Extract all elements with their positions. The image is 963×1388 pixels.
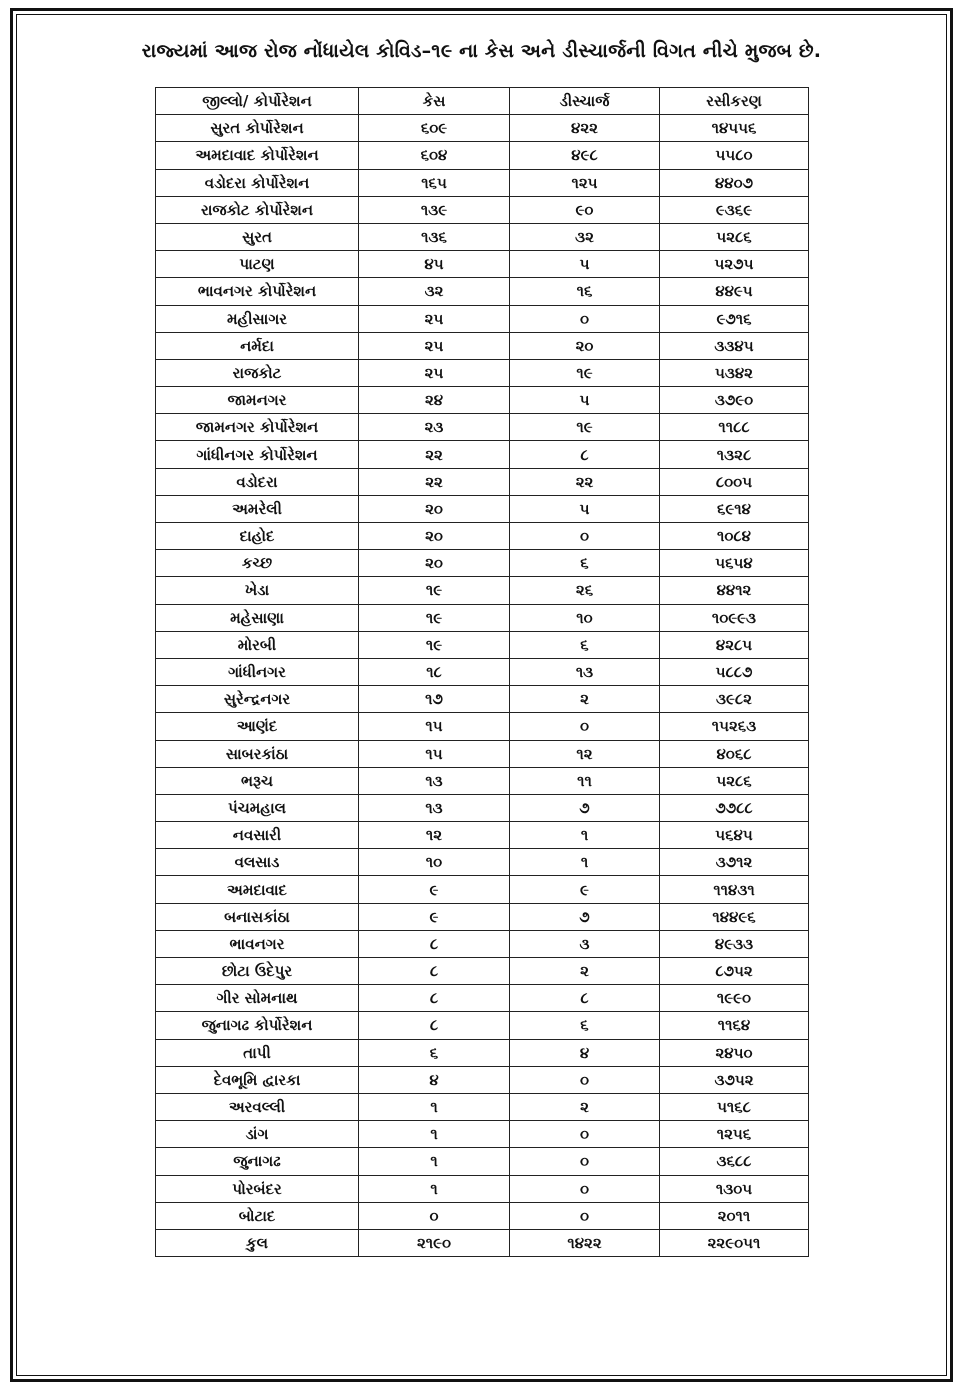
district-cell: છોટા ઉદેપુર	[156, 958, 359, 985]
vaccination-cell: ૪૪૦૭	[660, 169, 809, 196]
cases-cell: ૨૫	[359, 332, 510, 359]
cases-cell: ૯	[359, 876, 510, 903]
discharge-cell: ૮	[510, 441, 660, 468]
table-row	[156, 278, 809, 305]
vaccination-cell: ૧૧૮૮	[660, 414, 809, 441]
district-cell: પંચમહાલ	[156, 794, 359, 821]
discharge-cell: ૨	[510, 958, 660, 985]
district-cell: જુનાગઢ કોર્પોરેશન	[156, 1012, 359, 1039]
discharge-cell: ૦	[510, 1202, 660, 1229]
vaccination-cell: ૫૬૫૪	[660, 550, 809, 577]
district-cell: જુનાગઢ	[156, 1148, 359, 1175]
cases-cell: ૦	[359, 1202, 510, 1229]
table-row	[156, 958, 809, 985]
discharge-cell: ૦	[510, 1148, 660, 1175]
vaccination-cell: ૪૦૬૮	[660, 740, 809, 767]
table-row	[156, 142, 809, 169]
table-row	[156, 686, 809, 713]
cases-cell: ૨૦	[359, 495, 510, 522]
vaccination-cell: ૩૬૮૮	[660, 1148, 809, 1175]
vaccination-cell: ૮૭૫૨	[660, 958, 809, 985]
vaccination-cell: ૪૪૧૨	[660, 577, 809, 604]
district-cell: ગાંધીનગર	[156, 658, 359, 685]
cases-cell: ૯	[359, 903, 510, 930]
cases-cell: ૧	[359, 1121, 510, 1148]
discharge-cell: ૧૨	[510, 740, 660, 767]
cases-cell: ૧૩૬	[359, 223, 510, 250]
table-row	[156, 767, 809, 794]
discharge-cell: ૬	[510, 631, 660, 658]
district-cell: ગાંધીનગર કોર્પોરેશન	[156, 441, 359, 468]
table-row	[156, 604, 809, 631]
cases-cell: ૪૫	[359, 251, 510, 278]
table-row	[156, 1121, 809, 1148]
district-cell: અમદાવાદ	[156, 876, 359, 903]
vaccination-cell: ૧૩૨૮	[660, 441, 809, 468]
table-row	[156, 1093, 809, 1120]
discharge-cell: ૮	[510, 985, 660, 1012]
vaccination-cell: ૧૫૨૬૩	[660, 713, 809, 740]
table-row	[156, 332, 809, 359]
vaccination-cell: ૧૦૯૯૩	[660, 604, 809, 631]
cases-cell: ૨૨	[359, 441, 510, 468]
vaccination-cell: ૩૯૮૨	[660, 686, 809, 713]
district-cell: ખેડા	[156, 577, 359, 604]
cases-cell: ૬૦૪	[359, 142, 510, 169]
discharge-cell: ૫	[510, 387, 660, 414]
discharge-cell: ૦	[510, 1066, 660, 1093]
vaccination-cell: ૨૦૧૧	[660, 1202, 809, 1229]
district-cell: સુરત	[156, 223, 359, 250]
district-cell: પાટણ	[156, 251, 359, 278]
vaccination-cell: ૧૨૫૬	[660, 1121, 809, 1148]
table-row	[156, 658, 809, 685]
district-cell: બોટાદ	[156, 1202, 359, 1229]
vaccination-cell: ૨૪૫૦	[660, 1039, 809, 1066]
cases-cell: ૪	[359, 1066, 510, 1093]
district-cell: તાપી	[156, 1039, 359, 1066]
table-row	[156, 414, 809, 441]
district-cell: બનાસકાંઠા	[156, 903, 359, 930]
vaccination-cell: ૧૧૪૩૧	[660, 876, 809, 903]
vaccination-cell: ૫૨૮૬	[660, 223, 809, 250]
table-row	[156, 1175, 809, 1202]
cases-cell: ૨૨	[359, 468, 510, 495]
vaccination-cell: ૫૨૮૬	[660, 767, 809, 794]
discharge-cell: ૧૬	[510, 278, 660, 305]
discharge-cell: ૪૯૮	[510, 142, 660, 169]
district-cell: પોરબંદર	[156, 1175, 359, 1202]
cases-cell: ૨૦	[359, 523, 510, 550]
district-cell: રાજકોટ	[156, 359, 359, 386]
discharge-cell: ૧૯	[510, 414, 660, 441]
cases-cell: ૧૩૯	[359, 196, 510, 223]
vaccination-cell: ૧૪૪૯૬	[660, 903, 809, 930]
table-row	[156, 903, 809, 930]
district-cell: નવસારી	[156, 822, 359, 849]
cases-cell: ૧૬૫	[359, 169, 510, 196]
district-cell: ગીર સોમનાથ	[156, 985, 359, 1012]
district-cell: ભરૂચ	[156, 767, 359, 794]
district-cell: રાજકોટ કોર્પોરેશન	[156, 196, 359, 223]
discharge-cell: ૯૦	[510, 196, 660, 223]
vaccination-cell: ૩૩૪૫	[660, 332, 809, 359]
discharge-cell: ૦	[510, 1121, 660, 1148]
district-cell: નર્મદા	[156, 332, 359, 359]
table-row	[156, 985, 809, 1012]
discharge-cell: ૧	[510, 849, 660, 876]
vaccination-cell: ૫૫૮૦	[660, 142, 809, 169]
table-row	[156, 523, 809, 550]
table-row	[156, 849, 809, 876]
discharge-cell: ૧૧	[510, 767, 660, 794]
cases-cell: ૨૫	[359, 359, 510, 386]
cases-cell: ૧૨	[359, 822, 510, 849]
vaccination-cell: ૫૮૮૭	[660, 658, 809, 685]
cases-cell: ૨૪	[359, 387, 510, 414]
table-total-row	[156, 1229, 809, 1256]
table-row	[156, 1039, 809, 1066]
header-vaccination: રસીકરણ	[660, 88, 809, 115]
table-row	[156, 713, 809, 740]
covid-cases-table	[155, 87, 809, 1257]
district-cell: સુરત કોર્પોરેશન	[156, 115, 359, 142]
discharge-cell: ૬	[510, 550, 660, 577]
vaccination-cell: ૬૯૧૪	[660, 495, 809, 522]
district-cell: વડોદરા કોર્પોરેશન	[156, 169, 359, 196]
header-district: જીલ્લો/ કોર્પોરેશન	[156, 88, 359, 115]
district-cell: અમદાવાદ કોર્પોરેશન	[156, 142, 359, 169]
district-cell: દેવભૂમિ દ્વારકા	[156, 1066, 359, 1093]
cases-cell: ૮	[359, 958, 510, 985]
district-cell: મહેસાણા	[156, 604, 359, 631]
table-row	[156, 822, 809, 849]
cases-cell: ૬૦૯	[359, 115, 510, 142]
table-row	[156, 196, 809, 223]
cases-cell: ૧	[359, 1093, 510, 1120]
vaccination-cell: ૪૯૩૩	[660, 930, 809, 957]
table-row	[156, 930, 809, 957]
vaccination-cell: ૫૬૪૫	[660, 822, 809, 849]
cases-cell: ૮	[359, 985, 510, 1012]
discharge-cell: ૪૨૨	[510, 115, 660, 142]
district-cell: દાહોદ	[156, 523, 359, 550]
vaccination-cell: ૮૦૦૫	[660, 468, 809, 495]
table-row	[156, 251, 809, 278]
district-cell: ડાંગ	[156, 1121, 359, 1148]
table-row	[156, 631, 809, 658]
table-row	[156, 876, 809, 903]
cases-cell: ૧૯	[359, 604, 510, 631]
district-cell: વલસાડ	[156, 849, 359, 876]
discharge-cell: ૬	[510, 1012, 660, 1039]
vaccination-cell: ૫૨૭૫	[660, 251, 809, 278]
discharge-cell: ૭	[510, 794, 660, 821]
table-row	[156, 740, 809, 767]
cases-cell: ૨૩	[359, 414, 510, 441]
cases-cell: ૧૮	[359, 658, 510, 685]
vaccination-cell: ૭૭૮૮	[660, 794, 809, 821]
vaccination-cell: ૯૭૧૬	[660, 305, 809, 332]
district-cell: સાબરકાંઠા	[156, 740, 359, 767]
district-cell: મહીસાગર	[156, 305, 359, 332]
cases-cell: ૬	[359, 1039, 510, 1066]
district-cell: જામનગર	[156, 387, 359, 414]
discharge-cell: ૫	[510, 251, 660, 278]
table-row	[156, 1202, 809, 1229]
vaccination-cell: ૩૭૯૦	[660, 387, 809, 414]
discharge-cell: ૪	[510, 1039, 660, 1066]
discharge-cell: ૧૨૫	[510, 169, 660, 196]
table-row	[156, 359, 809, 386]
discharge-cell: ૨૬	[510, 577, 660, 604]
vaccination-cell: ૧૪૫૫૬	[660, 115, 809, 142]
discharge-cell: ૫	[510, 495, 660, 522]
district-cell: અરવલ્લી	[156, 1093, 359, 1120]
vaccination-cell: ૫૩૪૨	[660, 359, 809, 386]
table-row	[156, 1148, 809, 1175]
vaccination-cell: ૪૨૮૫	[660, 631, 809, 658]
vaccination-cell: ૫૧૬૮	[660, 1093, 809, 1120]
total-label: કુલ	[156, 1229, 359, 1256]
discharge-cell: ૨૨	[510, 468, 660, 495]
cases-cell: ૨૦	[359, 550, 510, 577]
discharge-cell: ૦	[510, 523, 660, 550]
table-row	[156, 550, 809, 577]
table-row	[156, 305, 809, 332]
table-row	[156, 115, 809, 142]
table-row	[156, 1066, 809, 1093]
table-row	[156, 794, 809, 821]
table-row	[156, 387, 809, 414]
table-row	[156, 169, 809, 196]
discharge-cell: ૭	[510, 903, 660, 930]
cases-cell: ૧૭	[359, 686, 510, 713]
cases-cell: ૧	[359, 1148, 510, 1175]
cases-cell: ૧૫	[359, 740, 510, 767]
discharge-cell: ૩	[510, 930, 660, 957]
vaccination-cell: ૧૦૮૪	[660, 523, 809, 550]
district-cell: વડોદરા	[156, 468, 359, 495]
total-vaccination: ૨૨૯૦૫૧	[660, 1229, 809, 1256]
total-cases: ૨૧૯૦	[359, 1229, 510, 1256]
district-cell: ભાવનગર કોર્પોરેશન	[156, 278, 359, 305]
table-row	[156, 223, 809, 250]
total-discharge: ૧૪૨૨	[510, 1229, 660, 1256]
vaccination-cell: ૧૯૯૦	[660, 985, 809, 1012]
district-cell: જામનગર કોર્પોરેશન	[156, 414, 359, 441]
district-cell: આણંદ	[156, 713, 359, 740]
cases-cell: ૧૩	[359, 767, 510, 794]
cases-cell: ૧૯	[359, 577, 510, 604]
cases-cell: ૩૨	[359, 278, 510, 305]
vaccination-cell: ૩૭૧૨	[660, 849, 809, 876]
discharge-cell: ૧૩	[510, 658, 660, 685]
discharge-cell: ૨૦	[510, 332, 660, 359]
discharge-cell: ૦	[510, 305, 660, 332]
cases-cell: ૧૩	[359, 794, 510, 821]
discharge-cell: ૧	[510, 822, 660, 849]
discharge-cell: ૦	[510, 1175, 660, 1202]
cases-cell: ૨૫	[359, 305, 510, 332]
discharge-cell: ૧૯	[510, 359, 660, 386]
vaccination-cell: ૯૩૬૯	[660, 196, 809, 223]
cases-cell: ૧	[359, 1175, 510, 1202]
vaccination-cell: ૧૧૬૪	[660, 1012, 809, 1039]
vaccination-cell: ૪૪૯૫	[660, 278, 809, 305]
table-header-row	[156, 88, 809, 115]
table-row	[156, 577, 809, 604]
discharge-cell: ૨	[510, 1093, 660, 1120]
discharge-cell: ૨	[510, 686, 660, 713]
district-cell: અમરેલી	[156, 495, 359, 522]
district-cell: ભાવનગર	[156, 930, 359, 957]
cases-cell: ૧૫	[359, 713, 510, 740]
discharge-cell: ૯	[510, 876, 660, 903]
vaccination-cell: ૧૩૦૫	[660, 1175, 809, 1202]
discharge-cell: ૧૦	[510, 604, 660, 631]
discharge-cell: ૦	[510, 713, 660, 740]
header-discharge: ડીસ્ચાર્જ	[510, 88, 660, 115]
cases-cell: ૧૦	[359, 849, 510, 876]
report-heading: રાજ્યમાં આજ રોજ નોંધાયેલ કોવિડ–૧૯ ના કેસ અને ડીસ્ચાર્જની વિગત નીચે મુજબ છે.	[141, 40, 822, 62]
district-cell: સુરેન્દ્રનગર	[156, 686, 359, 713]
cases-cell: ૮	[359, 930, 510, 957]
cases-cell: ૮	[359, 1012, 510, 1039]
table-row	[156, 468, 809, 495]
cases-cell: ૧૯	[359, 631, 510, 658]
header-cases: કેસ	[359, 88, 510, 115]
table-row	[156, 441, 809, 468]
district-cell: કચ્છ	[156, 550, 359, 577]
discharge-cell: ૩૨	[510, 223, 660, 250]
table-row	[156, 495, 809, 522]
vaccination-cell: ૩૭૫૨	[660, 1066, 809, 1093]
table-row	[156, 1012, 809, 1039]
district-cell: મોરબી	[156, 631, 359, 658]
